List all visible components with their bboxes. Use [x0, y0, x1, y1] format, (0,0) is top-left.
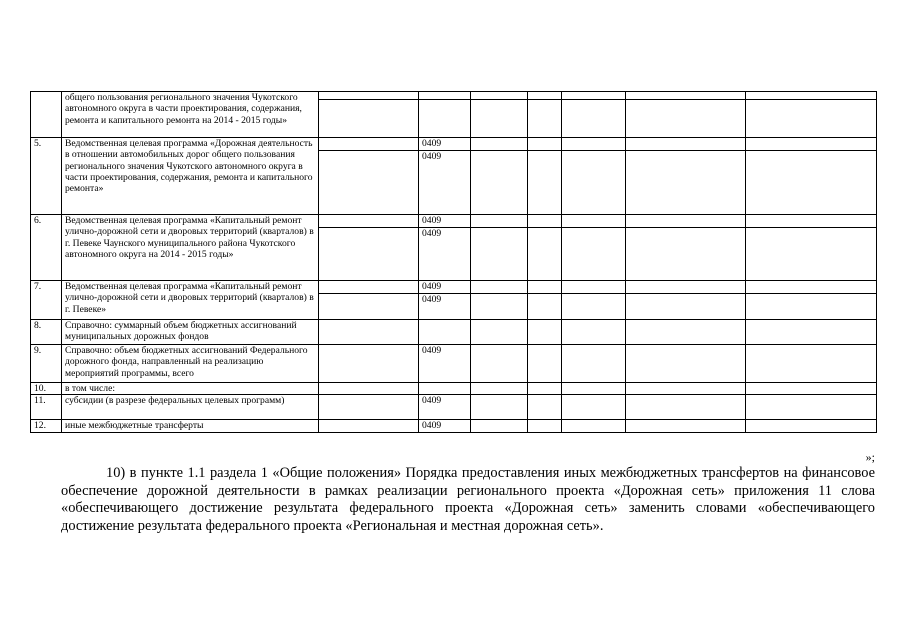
table-cell — [471, 320, 528, 345]
table-cell — [471, 420, 528, 432]
row-code — [419, 320, 471, 345]
row-code: 0409 — [419, 138, 471, 151]
table-cell — [562, 383, 626, 395]
row-code: 0409 — [419, 215, 471, 228]
table-row — [31, 345, 877, 383]
table-cell — [746, 138, 877, 151]
table-cell — [626, 293, 746, 319]
table-cell — [319, 100, 419, 138]
table-row — [31, 420, 877, 432]
table-cell — [562, 215, 626, 228]
table-cell — [471, 281, 528, 294]
table-cell — [626, 320, 746, 345]
table-cell — [319, 138, 419, 151]
table-cell — [319, 383, 419, 395]
table-cell — [746, 420, 877, 432]
row-number: 9. — [31, 345, 62, 383]
table-cell — [626, 150, 746, 214]
table-cell — [471, 395, 528, 420]
table-cell — [528, 383, 562, 395]
table-cell — [528, 215, 562, 228]
table-cell — [626, 100, 746, 138]
table-cell — [746, 227, 877, 280]
table-cell — [562, 281, 626, 294]
table-cell — [471, 345, 528, 383]
table-cell — [528, 92, 562, 100]
amendment-paragraph: 10) в пункте 1.1 раздела 1 «Общие положения» Порядка предоставления иных межбюджетных трансфертов на финансовое обеспечение дорожной деятельности в рамках реализации регионального проекта «Дорожная сеть» приложения 11 слова «обеспечивающего достижение результата федерального проекта «Дорожная сеть» заменить словами «обеспечивающего достижение результата федерального проекта «Региональная и местная дорожная сеть». — [61, 465, 875, 534]
table-cell — [562, 345, 626, 383]
table-cell — [746, 383, 877, 395]
table-cell — [562, 227, 626, 280]
table-cell — [528, 345, 562, 383]
table-cell — [562, 320, 626, 345]
row-description: иные межбюджетные трансферты — [62, 420, 319, 432]
row-code: 0409 — [419, 420, 471, 432]
table-cell — [528, 395, 562, 420]
row-code: 0409 — [419, 227, 471, 280]
closing-quote-mark: »; — [865, 450, 875, 464]
table-cell — [746, 150, 877, 214]
table-cell — [746, 215, 877, 228]
table-cell — [562, 293, 626, 319]
row-number: 12. — [31, 420, 62, 432]
table-cell — [626, 420, 746, 432]
row-description: Ведомственная целевая программа «Капитальный ремонт улично-дорожной сети и дворовых территорий (кварталов) в г. Певеке» — [62, 281, 319, 320]
table-cell — [319, 345, 419, 383]
table-cell — [528, 100, 562, 138]
table-cell — [626, 345, 746, 383]
table-cell — [528, 138, 562, 151]
table-cell — [626, 383, 746, 395]
table-cell — [562, 92, 626, 100]
table-row — [31, 281, 877, 294]
table-cell — [319, 150, 419, 214]
row-code: 0409 — [419, 281, 471, 294]
row-code — [419, 383, 471, 395]
row-description: Справочно: объем бюджетных ассигнований Федерального дорожного фонда, направленный на реализацию мероприятий программы, всего — [62, 345, 319, 383]
table-cell — [471, 150, 528, 214]
table-row — [31, 320, 877, 345]
table-cell — [626, 92, 746, 100]
table-cell — [562, 100, 626, 138]
table-cell — [746, 281, 877, 294]
table-row — [31, 395, 877, 420]
table-row — [31, 215, 877, 228]
table-cell — [746, 345, 877, 383]
row-number: 6. — [31, 215, 62, 281]
row-number: 11. — [31, 395, 62, 420]
table-cell — [746, 293, 877, 319]
table-cell — [626, 138, 746, 151]
table-cell — [471, 138, 528, 151]
row-number: 5. — [31, 138, 62, 215]
row-number: 8. — [31, 320, 62, 345]
table-cell — [319, 92, 419, 100]
table-cell — [471, 293, 528, 319]
row-description: Ведомственная целевая программа «Капитальный ремонт улично-дорожной сети и дворовых территорий (кварталов) в г. Певеке Чаунского муниципального района Чукотского автономного округа на 2014 - 2015 годы» — [62, 215, 319, 281]
row-code: 0409 — [419, 150, 471, 214]
table-cell — [626, 395, 746, 420]
table-cell — [319, 420, 419, 432]
table-cell — [528, 320, 562, 345]
table-cell — [471, 227, 528, 280]
row-description: субсидии (в разрезе федеральных целевых программ) — [62, 395, 319, 420]
table-row — [31, 383, 877, 395]
table-cell — [528, 150, 562, 214]
table-cell — [626, 227, 746, 280]
table-cell — [319, 215, 419, 228]
table-cell — [319, 395, 419, 420]
row-description: Ведомственная целевая программа «Дорожная деятельность в отношении автомобильных дорог общего пользования регионального значения Чукотского автономного округа в части проектирования, содержания, ремонта и капитального ремонта» — [62, 138, 319, 215]
table-cell — [746, 320, 877, 345]
row-code — [419, 92, 471, 100]
table-cell — [746, 100, 877, 138]
row-code: 0409 — [419, 293, 471, 319]
table-cell — [471, 215, 528, 228]
row-number: 7. — [31, 281, 62, 320]
table-cell — [319, 281, 419, 294]
row-number — [31, 92, 62, 138]
row-code — [419, 100, 471, 138]
row-description: в том числе: — [62, 383, 319, 395]
table-row — [31, 138, 877, 151]
table-cell — [528, 293, 562, 319]
table-cell — [562, 395, 626, 420]
table-cell — [471, 100, 528, 138]
row-code: 0409 — [419, 345, 471, 383]
table-cell — [319, 227, 419, 280]
table-cell — [319, 320, 419, 345]
table-cell — [319, 293, 419, 319]
table-cell — [746, 395, 877, 420]
table-cell — [746, 92, 877, 100]
table-row — [31, 92, 877, 100]
table-cell — [562, 138, 626, 151]
table-cell — [471, 383, 528, 395]
table-cell — [528, 420, 562, 432]
row-description: общего пользования регионального значения Чукотского автономного округа в части проектирования, содержания, ремонта и капитального ремонта на 2014 - 2015 годы» — [62, 92, 319, 138]
table-cell — [562, 420, 626, 432]
row-number: 10. — [31, 383, 62, 395]
table-cell — [528, 227, 562, 280]
table-cell — [471, 92, 528, 100]
table-cell — [626, 281, 746, 294]
table-cell — [626, 215, 746, 228]
row-description: Справочно: суммарный объем бюджетных ассигнований муниципальных дорожных фондов — [62, 320, 319, 345]
table-cell — [562, 150, 626, 214]
table-cell — [528, 281, 562, 294]
row-code: 0409 — [419, 395, 471, 420]
budget-table — [30, 91, 877, 433]
